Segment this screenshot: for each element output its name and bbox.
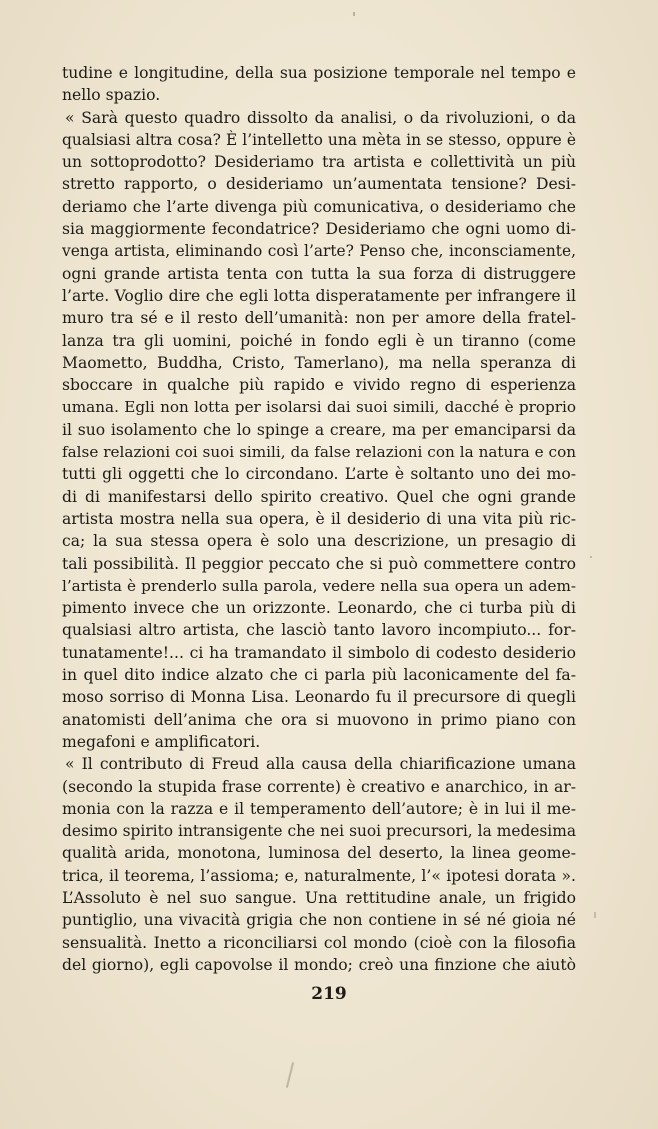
body-text: [62, 62, 576, 976]
text-line: di di manifestarsi dello spirito creativo. Quel che ogni grande: [62, 487, 576, 506]
text-line: moso sorriso di Monna Lisa. Leonardo fu il precursore di quegli: [62, 688, 576, 707]
text-line: tudine e longitudine, della sua posizione temporale nel tempo e: [62, 64, 576, 82]
text-line: « Sarà questo quadro dissolto da analisi, o da rivoluzioni, o da: [65, 108, 576, 127]
text-line: desimo spirito intransigente che nei suoi precursori, la medesima: [62, 822, 576, 841]
text-line: tali possibilità. Il peggior peccato che si può commettere contro: [62, 554, 576, 573]
text-line: il suo isolamento che lo spinge a creare, ma per emanciparsi da: [62, 420, 576, 439]
text-line: in quel dito indice alzato che ci parla più laconicamente del fa-: [62, 666, 576, 685]
paper-speck: [594, 912, 596, 918]
text-line: artista mostra nella sua opera, è il desiderio di una vita più ric-: [62, 509, 576, 528]
text-line: qualsiasi altra cosa? È l’intelletto una mèta in se stesso, oppure è: [62, 130, 576, 149]
text-line: del giorno), egli capovolse il mondo; creò una finzione che aiutò: [62, 955, 576, 974]
text-line: monia con la razza e il temperamento dell’autore; è in lui il me-: [62, 799, 576, 818]
text-line: puntiglio, una vivacità grigia che non contiene in sé né gioia né: [62, 911, 576, 930]
text-line: tutti gli oggetti che lo circondano. L’arte è soltanto uno dei mo-: [62, 465, 576, 484]
text-line: (secondo la stupida frase corrente) è creativo e anarchico, in ar-: [62, 777, 576, 796]
paper-speck: [353, 12, 355, 16]
text-line: un sottoprodotto? Desideriamo tra artista e collettività un più: [62, 153, 576, 172]
text-line: Maometto, Buddha, Cristo, Tamerlano), ma nella speranza di: [62, 353, 576, 372]
text-line: sia maggiormente fecondatrice? Desideriamo che ogni uomo di-: [62, 220, 576, 239]
paper-speck: [286, 1062, 294, 1088]
page-number: 219: [311, 984, 347, 1004]
text-line: pimento invece che un orizzonte. Leonardo, che ci turba più di: [62, 599, 576, 618]
text-line: anatomisti dell’anima che ora si muovono in primo piano con: [62, 710, 576, 729]
text-line: lanza tra gli uomini, poiché in fondo egli è un tiranno (come: [62, 331, 576, 350]
text-line: stretto rapporto, o desideriamo un’aumentata tensione? Desi-: [62, 175, 576, 194]
text-line: « Il contributo di Freud alla causa della chiarificazione umana: [65, 755, 576, 774]
text-line: muro tra sé e il resto dell’umanità: non per amore della fratel-: [62, 309, 576, 328]
text-line: L’Assoluto è nel suo sangue. Una rettitudine anale, un frigido: [62, 888, 576, 907]
text-line: qualità arida, monotona, luminosa del deserto, la linea geome-: [62, 844, 576, 863]
text-line: l’artista è prenderlo sulla parola, vedere nella sua opera un adem-: [62, 576, 576, 595]
text-line: l’arte. Voglio dire che egli lotta disperatamente per infrangere il: [62, 286, 576, 305]
text-line: nello spazio.: [62, 86, 161, 105]
text-line: deriamo che l’arte divenga più comunicativa, o desideriamo che: [62, 197, 576, 216]
text-line: ca; la sua stessa opera è solo una descrizione, un presagio di: [62, 532, 576, 551]
text-line: qualsiasi altro artista, che lasciò tanto lavoro incompiuto... for-: [62, 621, 576, 640]
text-line: trica, il teorema, l’assioma; e, naturalmente, l’« ipotesi dorata ».: [62, 866, 576, 885]
text-line: venga artista, eliminando così l’arte? Penso che, inconsciamente,: [62, 242, 576, 261]
text-line: megafoni e amplificatori.: [62, 732, 261, 751]
text-line: tunatamente!... ci ha tramandato il simbolo di codesto desiderio: [62, 643, 576, 662]
paper-speck: [590, 556, 592, 558]
text-line: sboccare in qualche più rapido e vivido regno di esperienza: [62, 376, 576, 395]
text-line: ogni grande artista tenta con tutta la sua forza di distruggere: [62, 264, 576, 283]
text-line: sensualità. Inetto a riconciliarsi col mondo (cioè con la filosofia: [62, 933, 576, 952]
text-line: false relazioni coi suoi simili, da false relazioni con la natura e con: [62, 443, 576, 462]
text-line: umana. Egli non lotta per isolarsi dai suoi simili, dacché è proprio: [62, 398, 576, 417]
